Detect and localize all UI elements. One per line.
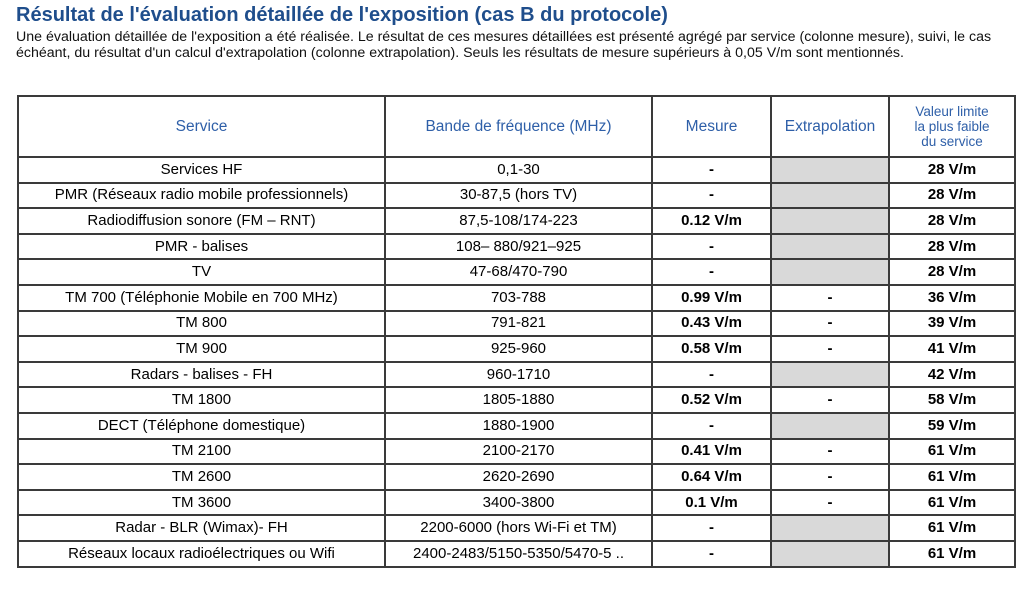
cell-measure: - — [652, 413, 771, 439]
cell-extrapolation: - — [771, 490, 889, 516]
cell-limit: 58 V/m — [889, 387, 1015, 413]
cell-limit: 41 V/m — [889, 336, 1015, 362]
cell-measure: 0.43 V/m — [652, 311, 771, 337]
exposure-results-table — [17, 95, 1016, 568]
section-title: Résultat de l'évaluation détaillée de l'exposition (cas B du protocole) — [16, 4, 668, 26]
cell-service: DECT (Téléphone domestique) — [18, 413, 385, 439]
cell-service: Radar - BLR (Wimax)- FH — [18, 515, 385, 541]
cell-service: Services HF — [18, 157, 385, 183]
intro-paragraph: Une évaluation détaillée de l'exposition a été réalisée. Le résultat de ces mesures détaillées est présenté agrégé par service (colonne mesure), suivi, le cas échéant, du résultat d'un calcul d'extrapolation (colonne extrapolation). Seuls les résultats de mesure supérieurs à 0,05 V/m sont mentionnés. — [16, 29, 992, 61]
header-limit-line1: Valeur limite — [915, 104, 989, 119]
header-extrapolation: Extrapolation — [771, 96, 889, 157]
cell-service: PMR (Réseaux radio mobile professionnels) — [18, 183, 385, 209]
cell-extrapolation: - — [771, 387, 889, 413]
cell-limit: 28 V/m — [889, 208, 1015, 234]
header-limit — [889, 96, 1015, 157]
table-row — [18, 157, 1015, 183]
cell-measure: 0.12 V/m — [652, 208, 771, 234]
cell-service: TM 2100 — [18, 439, 385, 465]
cell-service: TM 700 (Téléphonie Mobile en 700 MHz) — [18, 285, 385, 311]
header-band: Bande de fréquence (MHz) — [385, 96, 652, 157]
table-header-row — [18, 96, 1015, 157]
table-row — [18, 336, 1015, 362]
cell-measure: - — [652, 362, 771, 388]
table-row — [18, 362, 1015, 388]
cell-limit: 28 V/m — [889, 183, 1015, 209]
table-row — [18, 285, 1015, 311]
cell-measure: 0.64 V/m — [652, 464, 771, 490]
cell-extrapolation — [771, 208, 889, 234]
cell-measure: - — [652, 259, 771, 285]
cell-measure: - — [652, 541, 771, 567]
cell-limit: 28 V/m — [889, 234, 1015, 260]
cell-service: PMR - balises — [18, 234, 385, 260]
header-limit-line2: la plus faible — [914, 119, 990, 134]
cell-band: 108– 880/921–925 — [385, 234, 652, 260]
table-row — [18, 311, 1015, 337]
cell-service: TM 2600 — [18, 464, 385, 490]
cell-band: 960-1710 — [385, 362, 652, 388]
table-row — [18, 259, 1015, 285]
cell-band: 2620-2690 — [385, 464, 652, 490]
cell-service: Radiodiffusion sonore (FM – RNT) — [18, 208, 385, 234]
cell-extrapolation — [771, 413, 889, 439]
cell-band: 791-821 — [385, 311, 652, 337]
table-row — [18, 234, 1015, 260]
table-row — [18, 183, 1015, 209]
cell-service: TM 1800 — [18, 387, 385, 413]
table-body — [18, 157, 1015, 567]
cell-service: TV — [18, 259, 385, 285]
cell-extrapolation — [771, 259, 889, 285]
cell-band: 703-788 — [385, 285, 652, 311]
cell-band: 2400-2483/5150-5350/5470-5 .. — [385, 541, 652, 567]
cell-extrapolation — [771, 234, 889, 260]
table-row — [18, 515, 1015, 541]
cell-extrapolation — [771, 157, 889, 183]
cell-extrapolation — [771, 362, 889, 388]
cell-service: Réseaux locaux radioélectriques ou Wifi — [18, 541, 385, 567]
cell-measure: 0.52 V/m — [652, 387, 771, 413]
cell-limit: 61 V/m — [889, 464, 1015, 490]
header-limit-line3: du service — [921, 134, 983, 149]
cell-measure: 0.99 V/m — [652, 285, 771, 311]
cell-measure: - — [652, 234, 771, 260]
cell-service: TM 800 — [18, 311, 385, 337]
cell-band: 30-87,5 (hors TV) — [385, 183, 652, 209]
cell-service: Radars - balises - FH — [18, 362, 385, 388]
cell-extrapolation: - — [771, 311, 889, 337]
cell-limit: 28 V/m — [889, 259, 1015, 285]
cell-limit: 36 V/m — [889, 285, 1015, 311]
cell-limit: 39 V/m — [889, 311, 1015, 337]
cell-band: 1805-1880 — [385, 387, 652, 413]
cell-limit: 61 V/m — [889, 439, 1015, 465]
cell-measure: - — [652, 183, 771, 209]
cell-extrapolation — [771, 183, 889, 209]
cell-band: 925-960 — [385, 336, 652, 362]
cell-extrapolation — [771, 515, 889, 541]
cell-service: TM 3600 — [18, 490, 385, 516]
cell-band: 87,5-108/174-223 — [385, 208, 652, 234]
cell-band: 2200-6000 (hors Wi-Fi et TM) — [385, 515, 652, 541]
table-row — [18, 413, 1015, 439]
table-row — [18, 387, 1015, 413]
cell-extrapolation — [771, 541, 889, 567]
cell-measure: - — [652, 157, 771, 183]
table-row — [18, 208, 1015, 234]
header-measure: Mesure — [652, 96, 771, 157]
table-row — [18, 490, 1015, 516]
cell-limit: 61 V/m — [889, 541, 1015, 567]
cell-band: 47-68/470-790 — [385, 259, 652, 285]
header-service: Service — [18, 96, 385, 157]
cell-measure: 0.58 V/m — [652, 336, 771, 362]
cell-extrapolation: - — [771, 336, 889, 362]
cell-band: 3400-3800 — [385, 490, 652, 516]
cell-band: 1880-1900 — [385, 413, 652, 439]
cell-extrapolation: - — [771, 464, 889, 490]
table-row — [18, 464, 1015, 490]
cell-service: TM 900 — [18, 336, 385, 362]
cell-extrapolation: - — [771, 285, 889, 311]
cell-band: 0,1-30 — [385, 157, 652, 183]
cell-extrapolation: - — [771, 439, 889, 465]
table-row — [18, 439, 1015, 465]
cell-limit: 61 V/m — [889, 515, 1015, 541]
cell-band: 2100-2170 — [385, 439, 652, 465]
cell-limit: 61 V/m — [889, 490, 1015, 516]
cell-measure: - — [652, 515, 771, 541]
cell-measure: 0.41 V/m — [652, 439, 771, 465]
table-row — [18, 541, 1015, 567]
cell-limit: 28 V/m — [889, 157, 1015, 183]
cell-limit: 42 V/m — [889, 362, 1015, 388]
cell-limit: 59 V/m — [889, 413, 1015, 439]
cell-measure: 0.1 V/m — [652, 490, 771, 516]
